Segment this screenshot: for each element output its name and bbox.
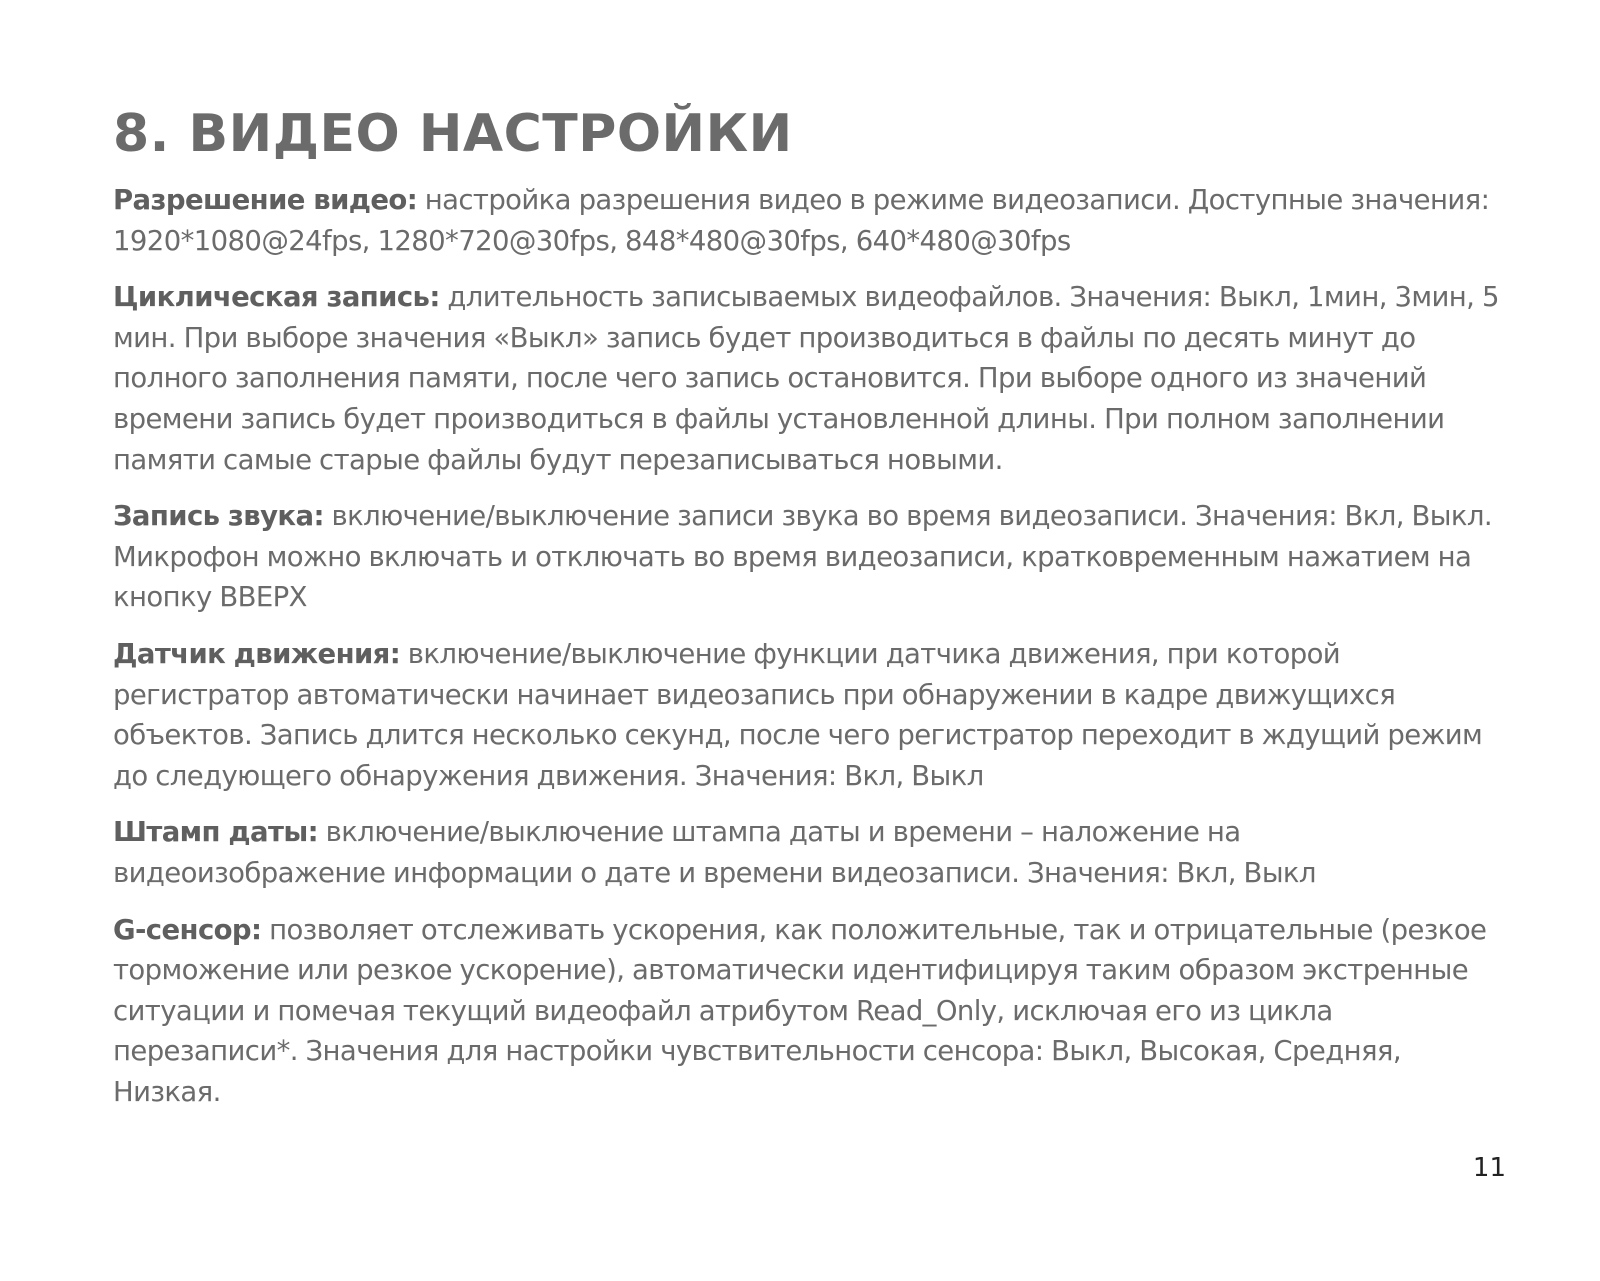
setting-description: позволяет отслеживать ускорения, как положительные, так и отрицательные (резкое торможение или резкое ускорение), автоматически идентифицируя таким образом экстренные ситуации и помечая текущий видеофайл атрибутом Read_Only, исключая его из цикла перезаписи*. Значения для настройки чувствительности сенсора: Выкл, Высокая, Средняя, Низкая. (113, 913, 1487, 1108)
setting-g-sensor (113, 910, 1503, 1113)
setting-term: Штамп даты: (113, 816, 318, 849)
setting-term: Разрешение видео: (113, 184, 418, 216)
setting-motion-sensor (113, 634, 1503, 796)
section-title: 8. ВИДЕО НАСТРОЙКИ (113, 104, 793, 164)
setting-date-stamp (113, 812, 1503, 893)
setting-description: включение/выключение записи звука во время видеозаписи. Значения: Вкл, Выкл. Микрофон можно включать и отключать во время видеозаписи, кратковременным нажатием на кнопку ВВЕРХ (113, 500, 1493, 614)
setting-description: настройка разрешения видео в режиме видеозаписи. Доступные значения: 1920*1080@24fps, 1280*720@30fps, 848*480@30fps, 640*480@30fps (113, 184, 1490, 257)
setting-term: G-сенсор: (113, 913, 262, 946)
setting-loop-recording (113, 277, 1503, 480)
setting-sound-recording (113, 496, 1503, 618)
setting-description: включение/выключение штампа даты и времени – наложение на видеоизображение информации о дате и времени видеозаписи. Значения: Вкл, Выкл (113, 816, 1316, 889)
setting-video-resolution (113, 180, 1503, 261)
setting-description: длительность записываемых видеофайлов. Значения: Выкл, 1мин, 3мин, 5 мин. При выборе значения «Выкл» запись будет производиться в файлы по десять минут до полного заполнения памяти, после чего запись остановится. При выборе одного из значений времени запись будет производиться в файлы установленной длины. При полном заполнении памяти самые старые файлы будут перезаписываться новыми. (113, 281, 1499, 476)
setting-term: Датчик движения: (113, 637, 401, 670)
setting-term: Запись звука: (113, 500, 324, 533)
setting-term: Циклическая запись: (113, 281, 440, 314)
page-number: 11 (1472, 1153, 1506, 1183)
manual-page (113, 92, 1503, 1128)
setting-description: включение/выключение функции датчика движения, при которой регистратор автоматически начинает видеозапись при обнаружении в кадре движущихся объектов. Запись длится несколько секунд, после чего регистратор переходит в ждущий режим до следующего обнаружения движения. Значения: Вкл, Выкл (113, 637, 1483, 792)
